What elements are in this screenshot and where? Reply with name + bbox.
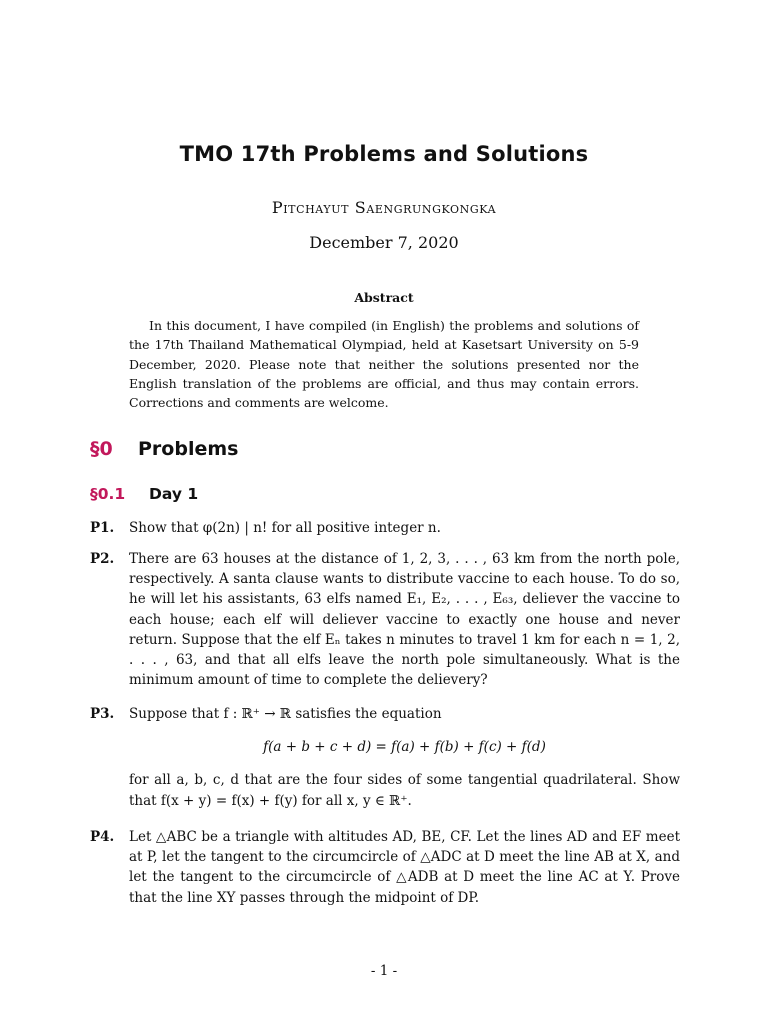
- problem-outro: for all a, b, c, d that are the four sides of some tangential quadrilateral. Show that f(x + y) = f(x) + f(y) for all x, y ∈ ℝ⁺.: [129, 772, 680, 809]
- document-title: TMO 17th Problems and Solutions: [179, 142, 589, 166]
- author-name: Pitchayut Saengrungkongka: [271, 198, 497, 217]
- subsection-heading: [90, 485, 198, 503]
- problem-p1: [90, 518, 680, 538]
- problem-p3: [90, 704, 680, 811]
- problem-text: Show that φ(2n) | n! for all positive integer n.: [129, 520, 441, 536]
- problem-intro: Suppose that f : ℝ⁺ → ℝ satisfies the equation: [129, 706, 442, 722]
- subsection-number: §0.1: [90, 485, 126, 503]
- subsection-title: Day 1: [149, 485, 199, 503]
- problem-label: P3.: [90, 706, 115, 722]
- problem-p4: [90, 827, 680, 908]
- abstract-text: In this document, I have compiled (in English) the problems and solutions of the 17th Thailand Mathematical Olympiad, held at Kasetsart University on 5-9 December, 2020. Please note that neither the solutions presented nor the English translation of the problems are official, and thus may contain errors. Corrections and comments are welcome.: [129, 318, 639, 411]
- document-date: December 7, 2020: [309, 233, 459, 252]
- problem-p2: [90, 549, 680, 690]
- problem-label: P1.: [90, 520, 115, 536]
- page-number: - 1 -: [370, 963, 398, 979]
- problem-label: P2.: [90, 551, 115, 567]
- abstract-heading: Abstract: [354, 290, 414, 305]
- problem-label: P4.: [90, 829, 115, 845]
- problem-equation: f(a + b + c + d) = f(a) + f(b) + f(c) + f(d): [263, 739, 546, 756]
- section-title: Problems: [138, 438, 239, 460]
- section-number: §0: [90, 438, 113, 460]
- section-heading: [90, 438, 238, 460]
- problem-text: Let △ABC be a triangle with altitudes AD, BE, CF. Let the lines AD and EF meet at P, let the tangent to the circumcircle of △ADC at D meet the line AB at X, and let the tangent to the circumcircle of △ADB at D meet the line AC at Y. Prove that the line XY passes through the midpoint of DP.: [129, 829, 680, 906]
- problem-text: There are 63 houses at the distance of 1, 2, 3, . . . , 63 km from the north pole, respectively. A santa clause wants to distribute vaccine to each house. To do so, he will let his assistants, 63 elfs named E₁, E₂, . . . , E₆₃, deliever the vaccine to each house; each elf will deliever vaccine to exactly one house and never return. Suppose that the elf Eₙ takes n minutes to travel 1 km for each n = 1, 2, . . . , 63, and that all elfs leave the north pole simultaneously. What is the minimum amount of time to complete the delievery?: [129, 551, 680, 689]
